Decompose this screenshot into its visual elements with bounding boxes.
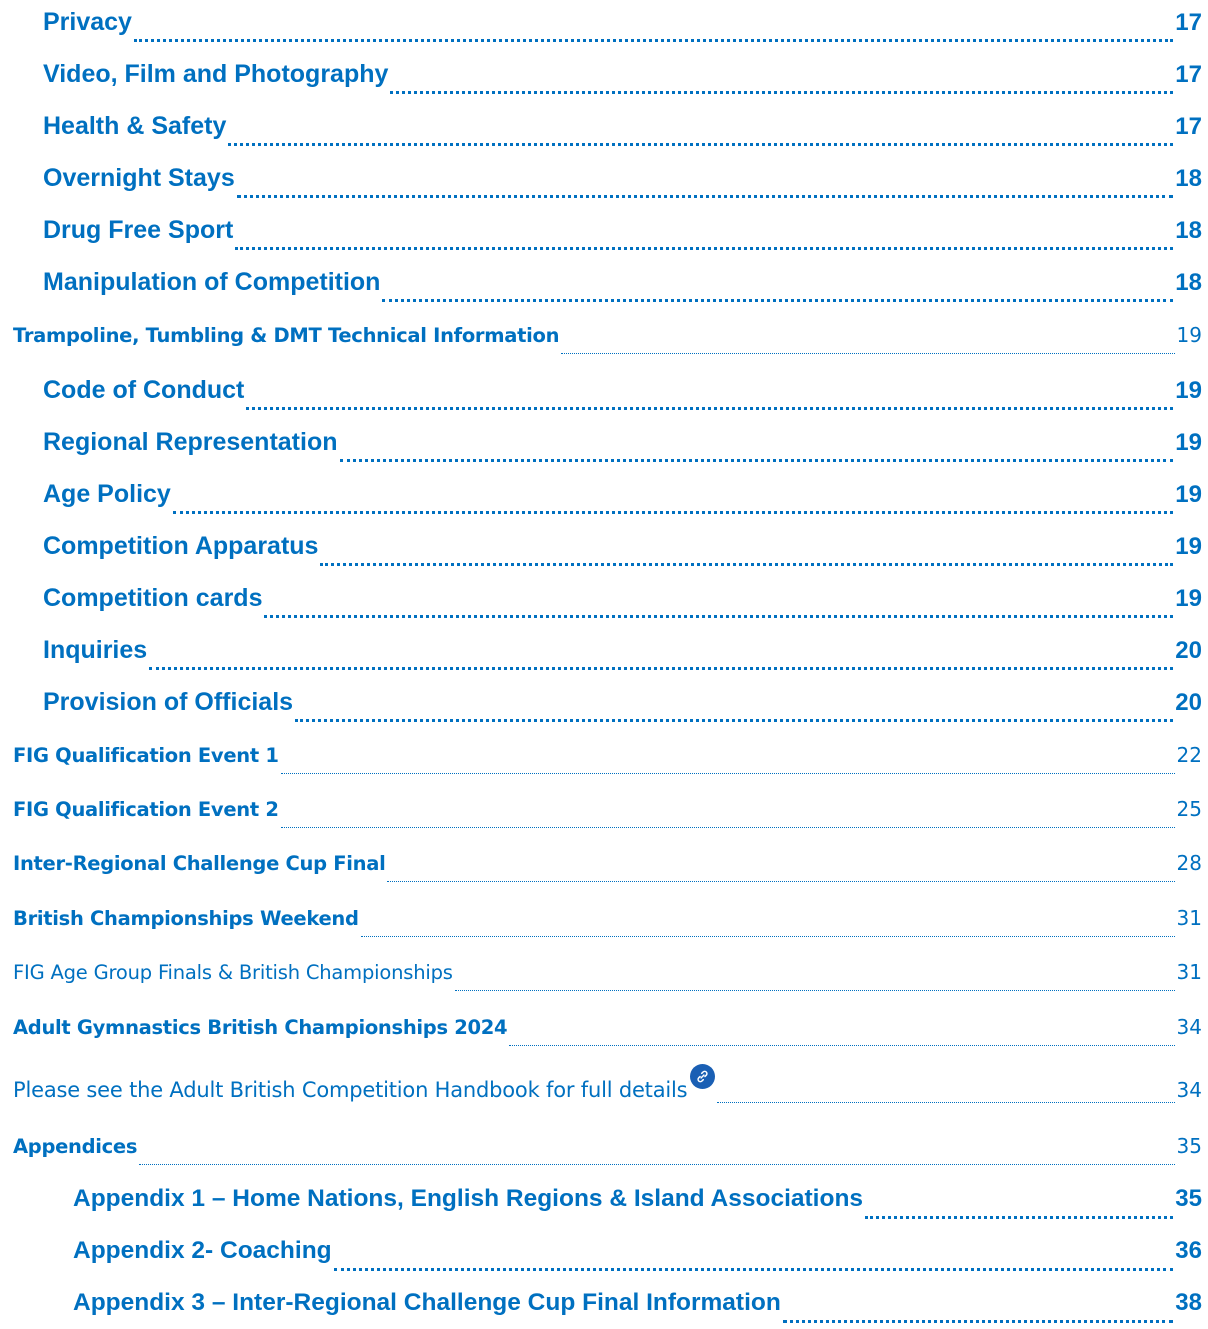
dot-leader bbox=[228, 112, 1173, 152]
dot-leader bbox=[783, 1289, 1173, 1329]
toc-entry-label: Adult Gymnastics British Championships 2024 bbox=[13, 1016, 508, 1039]
dot-leader bbox=[717, 1072, 1174, 1108]
toc-entry-label: Competition cards bbox=[43, 584, 263, 612]
toc-entry-competition-cards[interactable] bbox=[43, 584, 1202, 624]
dot-leader bbox=[281, 797, 1175, 833]
toc-entry-label: Inquiries bbox=[43, 636, 148, 664]
toc-page-number: 28 bbox=[1176, 851, 1202, 875]
toc-page-number: 19 bbox=[1175, 429, 1202, 456]
toc-entry-appendices[interactable] bbox=[13, 1134, 1202, 1170]
toc-entry-label: Appendices bbox=[13, 1135, 138, 1158]
toc-entry-video-film-photography[interactable] bbox=[43, 60, 1202, 100]
toc-entry-british-championships-weekend[interactable] bbox=[13, 906, 1202, 942]
toc-entry-competition-apparatus[interactable] bbox=[43, 532, 1202, 572]
toc-entry-label: British Championships Weekend bbox=[13, 907, 359, 930]
toc-entry-label: Please see the Adult British Competition Handbook for full details bbox=[13, 1078, 688, 1102]
toc-entry-label: FIG Age Group Finals & British Championships bbox=[13, 961, 453, 984]
dot-leader bbox=[281, 743, 1175, 779]
dot-leader bbox=[334, 1237, 1174, 1277]
toc-page-number: 19 bbox=[1175, 533, 1202, 560]
toc-entry-drug-free-sport[interactable] bbox=[43, 216, 1202, 256]
toc-entry-fig-qualification-event-1[interactable] bbox=[13, 743, 1202, 779]
toc-entry-overnight-stays[interactable] bbox=[43, 164, 1202, 204]
toc-page-number: 17 bbox=[1175, 9, 1202, 36]
dot-leader bbox=[455, 960, 1175, 996]
toc-page-number: 17 bbox=[1175, 61, 1202, 88]
toc-entry-appendix-1[interactable] bbox=[73, 1185, 1202, 1225]
toc-entry-manipulation-of-competition[interactable] bbox=[43, 268, 1202, 308]
toc-entry-label: Appendix 3 – Inter-Regional Challenge Cup Final Information bbox=[73, 1289, 781, 1316]
toc-entry-label: Inter-Regional Challenge Cup Final bbox=[13, 852, 386, 875]
dot-leader bbox=[264, 584, 1173, 624]
dot-leader bbox=[865, 1185, 1173, 1225]
toc-page-number: 19 bbox=[1175, 585, 1202, 612]
toc-entry-label: Overnight Stays bbox=[43, 164, 235, 192]
toc-entry-label: FIG Qualification Event 2 bbox=[13, 798, 279, 821]
toc-page-number: 36 bbox=[1175, 1237, 1202, 1264]
toc-entry-label: Privacy bbox=[43, 8, 132, 36]
toc-entry-appendix-2[interactable] bbox=[73, 1237, 1202, 1277]
toc-entry-label: Drug Free Sport bbox=[43, 216, 234, 244]
toc-entry-label: Trampoline, Tumbling & DMT Technical Information bbox=[13, 324, 560, 347]
toc-entry-label: Provision of Officials bbox=[43, 688, 294, 716]
dot-leader bbox=[134, 8, 1173, 48]
toc-entry-label: Competition Apparatus bbox=[43, 532, 319, 560]
dot-leader bbox=[237, 164, 1174, 204]
toc-page-number: 35 bbox=[1176, 1134, 1202, 1158]
dot-leader bbox=[387, 851, 1174, 887]
toc-entry-label: Appendix 1 – Home Nations, English Regions & Island Associations bbox=[73, 1185, 864, 1212]
toc-page-number: 35 bbox=[1175, 1185, 1202, 1212]
toc-entry-appendix-3[interactable] bbox=[73, 1289, 1202, 1329]
dot-leader bbox=[509, 1015, 1174, 1051]
dot-leader bbox=[320, 532, 1173, 572]
toc-entry-label: Health & Safety bbox=[43, 112, 227, 140]
toc-entry-label: Appendix 2- Coaching bbox=[73, 1237, 332, 1264]
toc-page-number: 34 bbox=[1176, 1015, 1202, 1039]
toc-page-number: 31 bbox=[1176, 960, 1202, 984]
dot-leader bbox=[235, 216, 1173, 256]
toc-page-number: 38 bbox=[1175, 1289, 1202, 1316]
toc-entry-inquiries[interactable] bbox=[43, 636, 1202, 676]
toc-entry-label: Regional Representation bbox=[43, 428, 338, 456]
toc-entry-label: FIG Qualification Event 1 bbox=[13, 744, 279, 767]
toc-page-number: 34 bbox=[1176, 1078, 1202, 1102]
dot-leader bbox=[246, 376, 1173, 416]
toc-entry-label: Manipulation of Competition bbox=[43, 268, 381, 296]
toc-page-number: 18 bbox=[1175, 269, 1202, 296]
toc-entry-trampoline-technical-information[interactable] bbox=[13, 323, 1202, 359]
toc-entry-adult-handbook[interactable] bbox=[13, 1072, 1202, 1108]
toc-page-number: 18 bbox=[1175, 165, 1202, 192]
toc-page-number: 20 bbox=[1175, 689, 1202, 716]
toc-entry-fig-age-group-finals[interactable] bbox=[13, 960, 1202, 996]
toc-entry-adult-gymnastics-british-championships[interactable] bbox=[13, 1015, 1202, 1051]
toc-page-number: 31 bbox=[1176, 906, 1202, 930]
toc-page-number: 20 bbox=[1175, 637, 1202, 664]
toc-page-number: 19 bbox=[1175, 377, 1202, 404]
dot-leader bbox=[295, 688, 1173, 728]
toc-entry-label: Code of Conduct bbox=[43, 376, 245, 404]
toc-entry-label: Video, Film and Photography bbox=[43, 60, 389, 88]
dot-leader bbox=[382, 268, 1173, 308]
toc-entry-provision-of-officials[interactable] bbox=[43, 688, 1202, 728]
dot-leader bbox=[340, 428, 1174, 468]
toc-entry-label: Age Policy bbox=[43, 480, 171, 508]
toc-page-number: 18 bbox=[1175, 217, 1202, 244]
toc-entry-code-of-conduct[interactable] bbox=[43, 376, 1202, 416]
dot-leader bbox=[390, 60, 1173, 100]
toc-page-number: 19 bbox=[1175, 481, 1202, 508]
toc-page-number: 19 bbox=[1176, 323, 1202, 347]
toc-page-number: 17 bbox=[1175, 113, 1202, 140]
dot-leader bbox=[139, 1134, 1174, 1170]
dot-leader bbox=[561, 323, 1174, 359]
dot-leader bbox=[361, 906, 1175, 942]
toc-page-number: 25 bbox=[1176, 797, 1202, 821]
toc-entry-age-policy[interactable] bbox=[43, 480, 1202, 520]
toc-entry-fig-qualification-event-2[interactable] bbox=[13, 797, 1202, 833]
toc-entry-privacy[interactable] bbox=[43, 8, 1202, 48]
toc-entry-inter-regional-challenge-cup-final[interactable] bbox=[13, 851, 1202, 887]
link-icon[interactable] bbox=[690, 1064, 715, 1089]
toc-entry-health-safety[interactable] bbox=[43, 112, 1202, 152]
dot-leader bbox=[149, 636, 1173, 676]
toc-page-number: 22 bbox=[1176, 743, 1202, 767]
dot-leader bbox=[173, 480, 1173, 520]
toc-entry-regional-representation[interactable] bbox=[43, 428, 1202, 468]
